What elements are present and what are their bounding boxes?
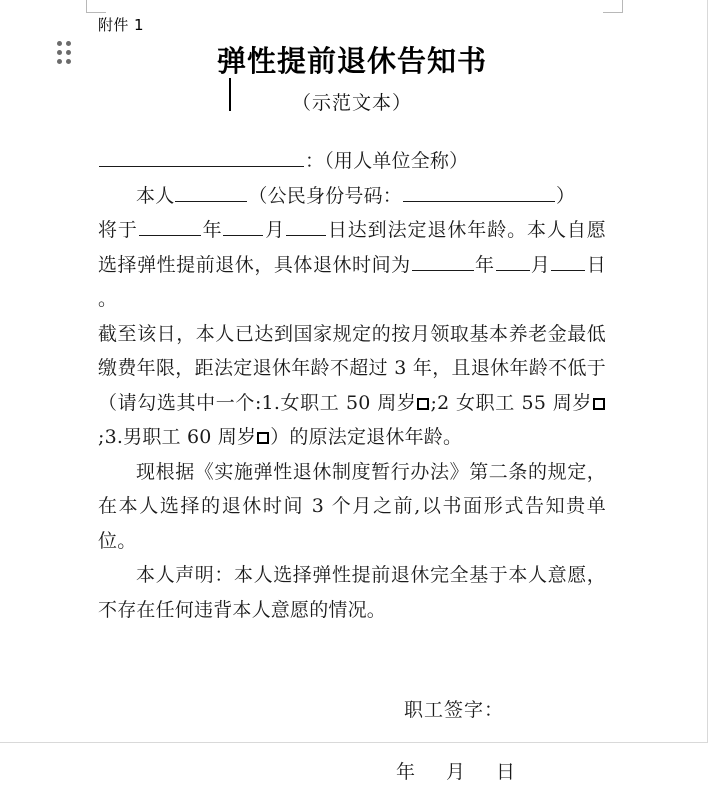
para1-year-unit: 年	[202, 219, 223, 241]
drag-handle-icon[interactable]	[57, 41, 71, 64]
checkbox-female-50[interactable]	[417, 398, 429, 410]
drag-dot	[66, 59, 71, 64]
drag-dot	[57, 59, 62, 64]
body-content	[98, 144, 606, 627]
chosen-year-blank[interactable]	[412, 250, 474, 271]
drag-dot	[57, 50, 62, 55]
addressee-blank[interactable]	[99, 146, 304, 167]
regulation-paragraph: 现根据《实施弹性退休制度暂行办法》第二条的规定，在本人选择的退休时间 3 个月之前,以书面形式告知贵单位。	[98, 455, 606, 559]
page-edge-right	[707, 0, 708, 742]
title-wrapper	[98, 42, 606, 80]
id-number-blank[interactable]	[403, 181, 555, 202]
declaration-paragraph: 本人声明：本人选择弹性提前退休完全基于本人意愿，不存在任何违背本人意愿的情况。	[98, 558, 606, 627]
drag-dot	[66, 50, 71, 55]
retirement-date-paragraph	[98, 213, 606, 317]
eligibility-paragraph	[98, 317, 606, 455]
signature-label: 职工签字：	[98, 693, 606, 728]
signature-date-row	[98, 755, 606, 789]
signature-block	[98, 693, 606, 789]
eligibility-text-a: 截至该日，本人已达到国家规定的按月领取基本养老金最低缴费年限，距法定退休年龄不超过 3 年，且退休年龄不低于（请勾选其中一个:1.女职工 50 周岁	[98, 323, 606, 414]
para1-day2-unit: 日 。	[98, 254, 606, 311]
margin-mark-top-right	[603, 0, 623, 13]
legal-day-blank[interactable]	[286, 215, 326, 236]
para1-month-unit: 月	[264, 219, 285, 241]
chosen-day-blank[interactable]	[551, 250, 585, 271]
name-blank[interactable]	[175, 181, 247, 202]
text-caret	[229, 78, 231, 111]
addressee-line	[98, 144, 606, 179]
identity-prefix: 本人	[136, 185, 174, 207]
legal-year-blank[interactable]	[139, 215, 201, 236]
attachment-label: 附件 1	[98, 0, 606, 33]
identity-mid: （公民身份号码：	[248, 185, 402, 207]
drag-dot	[57, 41, 62, 46]
eligibility-text-d: ）的原法定退休年龄。	[270, 426, 462, 448]
document-body	[98, 0, 606, 789]
para1-year2-unit: 年	[475, 254, 495, 276]
addressee-suffix: ：（用人单位全称）	[305, 150, 468, 172]
date-day-label: 日	[496, 761, 516, 783]
identity-line	[98, 179, 606, 214]
para1-month2-unit: 月	[531, 254, 551, 276]
legal-month-blank[interactable]	[223, 215, 263, 236]
date-month-label: 月	[446, 761, 466, 783]
para1-body: 日达到法定退休年龄。本人自愿选择弹性提前退休，具体退休时间为	[98, 219, 606, 276]
page-title: 弹性提前退休告知书	[217, 42, 487, 80]
eligibility-text-b: ;2 女职工 55 周岁	[430, 392, 592, 414]
date-year-label: 年	[396, 761, 416, 783]
identity-suffix: ）	[556, 185, 575, 207]
para1-lead: 将于	[98, 219, 138, 241]
drag-dot	[66, 41, 71, 46]
page-subtitle: （示范文本）	[98, 88, 606, 118]
checkbox-female-55[interactable]	[593, 398, 605, 410]
chosen-month-blank[interactable]	[496, 250, 530, 271]
eligibility-text-c: ;3.男职工 60 周岁	[98, 426, 256, 448]
checkbox-male-60[interactable]	[257, 432, 269, 444]
